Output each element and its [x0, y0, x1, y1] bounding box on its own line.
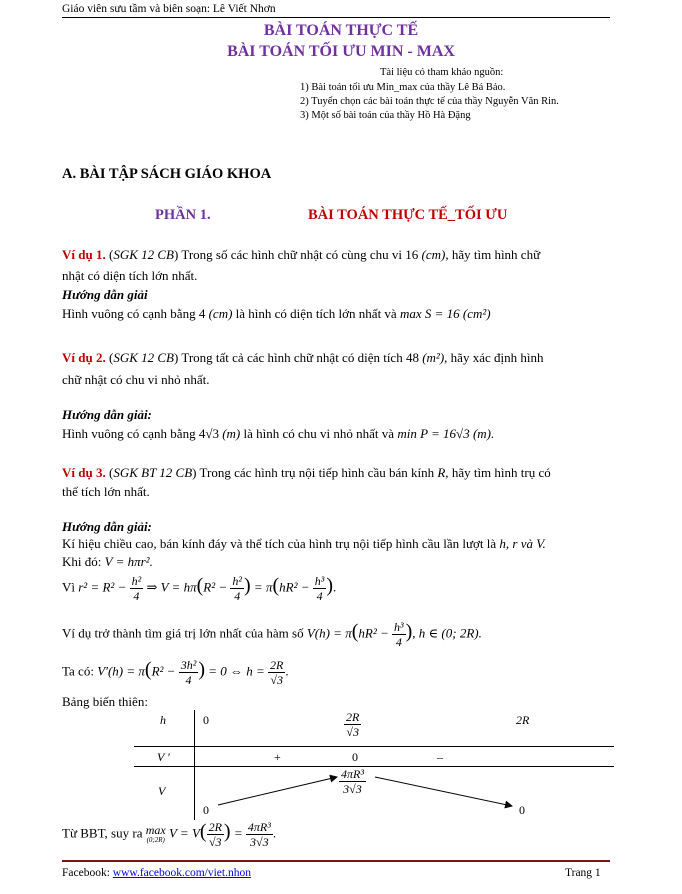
- table-h-label: h: [160, 713, 166, 727]
- page-number: Trang 1: [565, 867, 601, 879]
- example-1-statement: Ví dụ 1. (SGK 12 CB) Trong số các hình chữ nhật có cùng chu vi 16 (cm), hãy tìm hình chữ: [62, 247, 541, 262]
- solution-line: Khi đó: V = hπr².: [62, 554, 153, 569]
- example-2-solution: Hình vuông có cạnh bằng 4√3 (m) là hình có chu vi nhỏ nhất và min P = 16√3 (m).: [62, 426, 495, 441]
- example-3-statement: Ví dụ 3. (SGK BT 12 CB) Trong các hình trụ nội tiếp hình cầu bán kính R, hãy tìm hình trụ có: [62, 465, 551, 480]
- table-h-end: 2R: [516, 713, 530, 727]
- references-intro: Tài liệu có tham khảo nguồn:: [380, 67, 504, 78]
- example-label: Ví dụ 2.: [62, 350, 106, 365]
- footer-facebook: Facebook: www.facebook.com/viet.nhon: [62, 867, 251, 879]
- table-v-end: 0: [519, 803, 525, 817]
- formula-function: Ví dụ trở thành tìm giá trị lớn nhất của hàm số V(h) = π(hR² − $\frac{\text{h³}}{4}$ ), h ∈ (0; 2R).: [62, 620, 482, 649]
- doc-title-line2: BÀI TOÁN TỐI ƯU MIN - MAX: [227, 43, 455, 60]
- facebook-link[interactable]: www.facebook.com/viet.nhon: [112, 867, 251, 879]
- table-v-start: 0: [203, 803, 209, 817]
- source-ref: SGK 12 CB: [113, 247, 174, 262]
- decreasing-arrow: [375, 777, 512, 806]
- solution-line: Kí hiệu chiều cao, bán kính đáy và thể tích của hình trụ nội tiếp hình cầu lần lượt là h, r và V.: [62, 536, 546, 551]
- solution-heading: Hướng dẫn giải:: [62, 407, 152, 422]
- source-ref: SGK BT 12 CB: [113, 465, 193, 480]
- part-label: PHẦN 1.: [155, 207, 211, 223]
- increasing-arrow: [218, 777, 337, 805]
- example-3-statement-cont: thể tích lớn nhất.: [62, 484, 150, 499]
- formula-derivative: Ta có: V′(h) = π(R² − $\frac{\text{3h²}}{4}$ ) = 0 ⇔ h = $\frac{2R}{√3}$ .: [62, 658, 289, 687]
- reference-item: 1) Bài toán tối ưu Min_max của thầy Lê Bá Bảo.: [300, 82, 506, 93]
- example-label: Ví dụ 3.: [62, 465, 106, 480]
- reference-item: 2) Tuyển chọn các bài toán thực tế của thầy Nguyễn Văn Rin.: [300, 96, 559, 107]
- table-heading: Bảng biến thiên:: [62, 694, 148, 709]
- table-vprime-zero: 0: [352, 750, 358, 764]
- doc-title-line1: BÀI TOÁN THỰC TẾ: [263, 22, 419, 39]
- footer-rule: [62, 860, 610, 862]
- table-v-label: V: [158, 784, 166, 798]
- example-2-statement-cont: chữ nhật có chu vi nhỏ nhất.: [62, 372, 210, 387]
- table-h-critical: $\frac{2R}{√3}$: [346, 710, 360, 739]
- section-heading: A. BÀI TẬP SÁCH GIÁO KHOA: [62, 166, 272, 182]
- example-label: Ví dụ 1.: [62, 247, 106, 262]
- table-v-max: $\frac{\text{4πR³}}{3√3}$: [341, 767, 364, 796]
- example-1-solution: Hình vuông có cạnh bằng 4 (cm) là hình có diện tích lớn nhất và max S = 16 (cm²): [62, 306, 491, 321]
- solution-heading: Hướng dẫn giải: [62, 287, 148, 302]
- source-ref: SGK 12 CB: [113, 350, 174, 365]
- table-vprime-label: V ′: [157, 750, 170, 764]
- part-title: BÀI TOÁN THỰC TẾ_TỐI ƯU: [308, 207, 508, 223]
- table-sign-plus: +: [274, 750, 281, 764]
- solution-heading: Hướng dẫn giải:: [62, 519, 152, 534]
- table-sign-minus: –: [437, 750, 443, 764]
- conclusion: Từ BBT, suy ra max (0;2R) V = V( $\frac{2R}{√3}$ ) = $\frac{\text{4πR³}}{3√3}$ .: [62, 820, 277, 849]
- table-h-start: 0: [203, 713, 209, 727]
- example-1-statement-cont: nhật có diện tích lớn nhất.: [62, 268, 198, 283]
- example-2-statement: Ví dụ 2. (SGK 12 CB) Trong tất cả các hình chữ nhật có diện tích 48 (m²), hãy xác định hình: [62, 350, 544, 365]
- reference-item: 3) Một số bài toán của thầy Hồ Hà Đặng: [300, 110, 471, 121]
- page-header: Giáo viên sưu tầm và biên soạn: Lê Viết Nhơn: [62, 3, 276, 15]
- formula-volume: Vì r² = R² − $\frac{\text{h²}}{4}$ ⇒ V = hπ(R² − $\frac{\text{h²}}{4}$ ) = π(hR² − $\frac{\text{h³}}{4}$ ).: [62, 574, 337, 603]
